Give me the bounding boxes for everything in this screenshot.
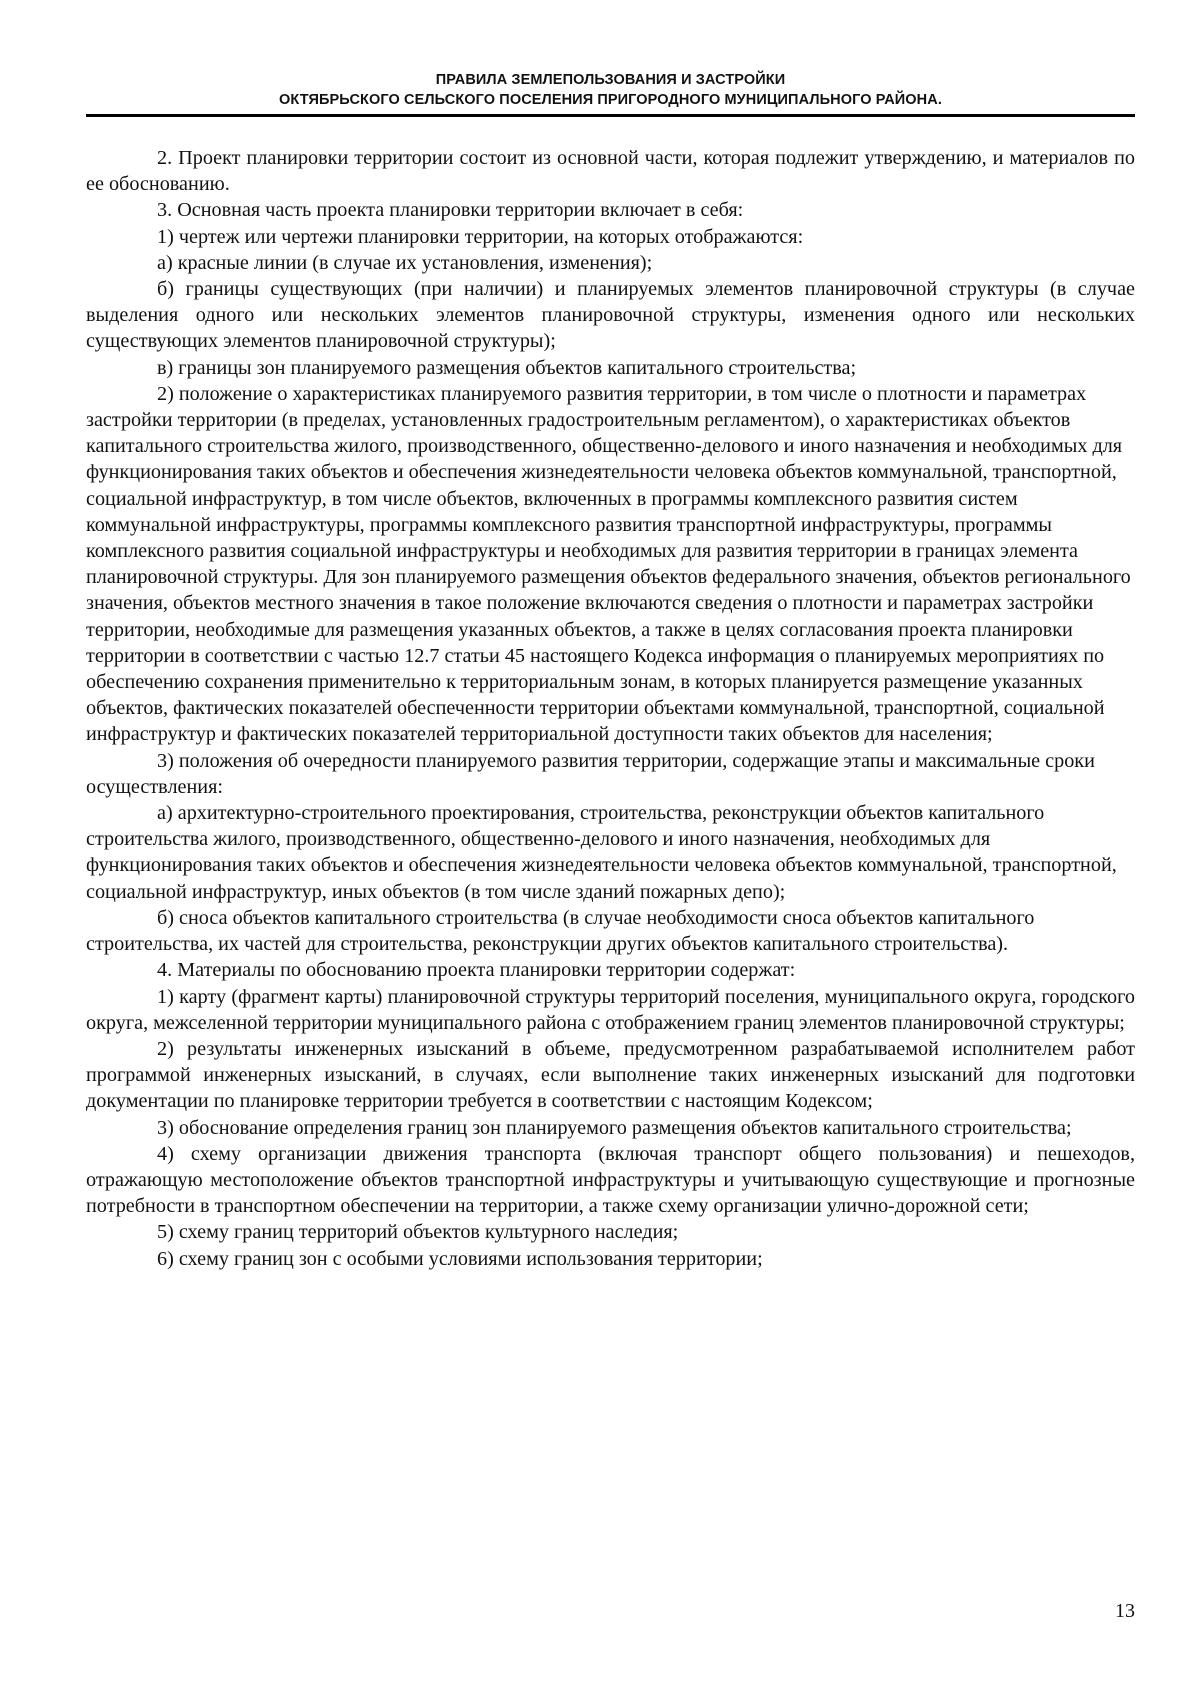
- paragraph: 4) схему организации движения транспорта (включая транспорт общего пользования) и пешеходов, отражающую местоположение объектов транспортной инфраструктуры и учитывающую существующие и прогнозные потребности в транспортном обеспечении на территории, а также схему организации улично-дорожной сети;: [86, 1142, 1135, 1218]
- paragraph: б) границы существующих (при наличии) и планируемых элементов планировочной структуры (в случае выделения одного или нескольких элементов планировочной структуры, изменения одного или нескольких существующих элементов планировочной структуры);: [86, 278, 1135, 353]
- paragraph: б) сноса объектов капитального строительства (в случае необходимости сноса объектов капитального строительства, их частей для строительства, реконструкции других объектов капитального строительства).: [86, 906, 1035, 956]
- page-header: [86, 70, 1135, 117]
- paragraph: 3. Основная часть проекта планировки территории включает в себя:: [157, 199, 744, 222]
- paragraph: 2) результаты инженерных изысканий в объеме, предусмотренном разрабатываемой исполнителем работ программой инженерных изысканий, в случаях, если выполнение таких инженерных изысканий для подготовки документации по планировке территории требуется в соответствии с настоящим Кодексом;: [86, 1037, 1135, 1113]
- paragraph: 1) чертеж или чертежи планировки территории, на которых отображаются:: [157, 225, 804, 248]
- header-title-line2: ОКТЯБРЬСКОГО СЕЛЬСКОГО ПОСЕЛЕНИЯ ПРИГОРОДНОГО МУНИЦИПАЛЬНОГО РАЙОНА.: [279, 92, 942, 108]
- paragraph: а) архитектурно-строительного проектирования, строительства, реконструкции объектов капитального строительства жилого, производственного, общественно-делового и иного назначения, необходимых для функционирования таких объектов и обеспечения жизнедеятельности человека объектов коммунальной, транспортной, социальной инфраструктур, иных объектов (в том числе зданий пожарных депо);: [86, 802, 1117, 903]
- page-number: 13: [1115, 1600, 1135, 1622]
- header-title-line1: ПРАВИЛА ЗЕМЛЕПОЛЬЗОВАНИЯ И ЗАСТРОЙКИ: [435, 72, 786, 88]
- paragraph: 2) положение о характеристиках планируемого развития территории, в том числе о плотности и параметрах застройки территории (в пределах, установленных градостроительным регламентом), о характеристиках объектов капитального строительства жилого, производственного, общественно-делового и иного назначения и необходимых для функционирования таких объектов и обеспечения жизнедеятельности человека объектов коммунальной, транспортной, социальной инфраструктур, в том числе объектов, включенных в программы комплексного развития систем коммунальной инфраструктуры, программы комплексного развития транспортной инфраструктуры, программы комплексного развития социальной инфраструктуры и необходимых для развития территории в границах элемента планировочной структуры. Для зон планируемого размещения объектов федерального значения, объектов регионального значения, объектов местного значения в такое положение включаются сведения о плотности и параметрах застройки территории, необходимые для размещения указанных объектов, а также в целях согласования проекта планировки территории в соответствии с частью 12.7 статьи 45 настоящего Кодекса информация о планируемых мероприятиях по обеспечению сохранения применительно к территориальным зонам, в которых планируется размещение указанных объектов, фактических показателей обеспеченности территории объектами коммунальной, транспортной, социальной инфраструктур и фактических показателей территориальной доступности таких объектов для населения;: [86, 382, 1131, 746]
- paragraph: 1) карту (фрагмент карты) планировочной структуры территорий поселения, муниципального округа, городского округа, межселенной территории муниципального района с отображением границ элементов планировочной структуры;: [86, 985, 1135, 1034]
- paragraph: 5) схему границ территорий объектов культурного наследия;: [157, 1221, 679, 1244]
- paragraph: в) границы зон планируемого размещения объектов капитального строительства;: [157, 356, 857, 379]
- paragraph: 3) положения об очередности планируемого развития территории, содержащие этапы и максимальные сроки осуществления:: [86, 749, 1095, 798]
- paragraph: а) красные линии (в случае их установления, изменения);: [157, 251, 653, 274]
- paragraph: 2. Проект планировки территории состоит из основной части, которая подлежит утверждению, и материалов по ее обоснованию.: [86, 147, 1135, 196]
- paragraph: 6) схему границ зон с особыми условиями использования территории;: [157, 1247, 763, 1270]
- document-body: [86, 145, 1135, 1272]
- paragraph: 4. Материалы по обоснованию проекта планировки территории содержат:: [157, 959, 796, 982]
- paragraph: 3) обоснование определения границ зон планируемого размещения объектов капитального строительства;: [157, 1116, 1072, 1139]
